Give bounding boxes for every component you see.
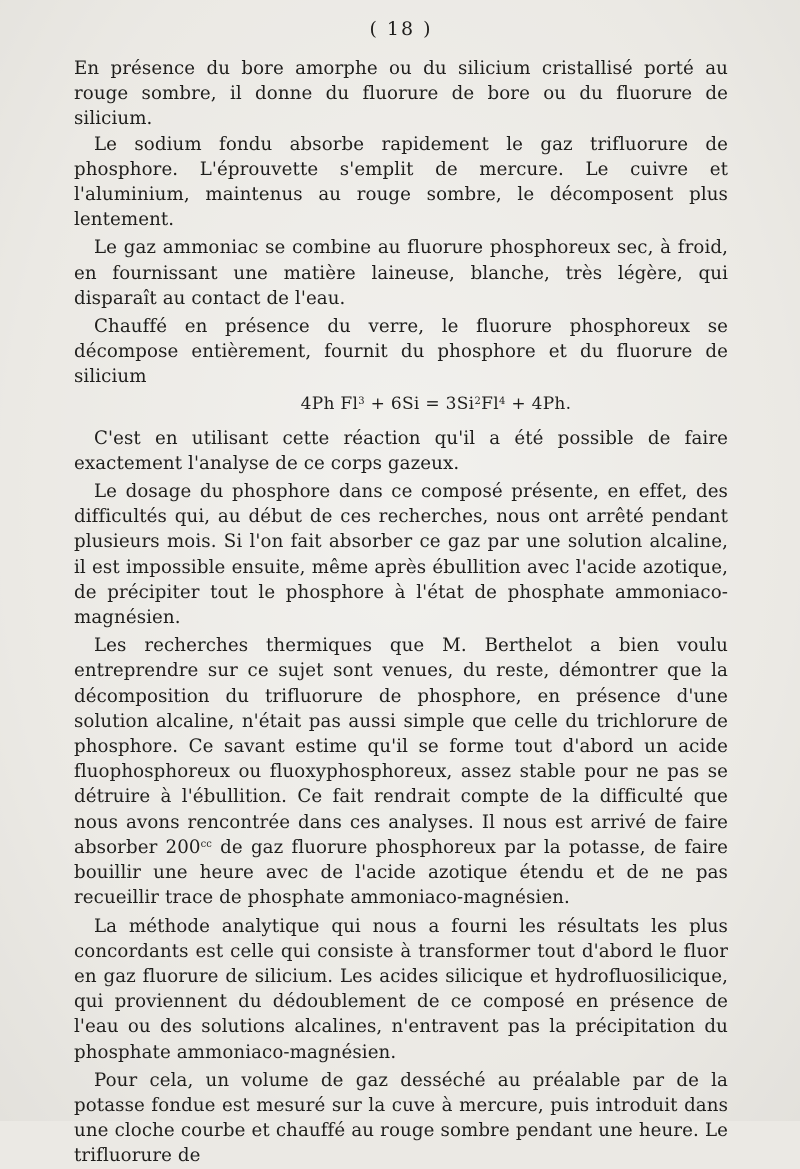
paragraph-2: Le sodium fondu absorbe rapidement le gaz trifluorure de phosphore. L'éprouvette s'emplit de mercure. Le cuivre et l'aluminium, maintenus au rouge sombre, le décomposent plus lentement. (74, 133, 728, 231)
equation-subscript: 4 (498, 395, 506, 407)
equation-term: + 6Si = 3Si (364, 393, 475, 414)
paragraph-7 (74, 633, 728, 910)
paragraph-7-text-a: Les recherches thermiques que M. Berthelot a bien voulu entreprendre sur ce sujet sont venues, du reste, démontrer que la décomposition du trifluorure de phosphore, en présence d'une solution alcaline, n'était pas aussi simple que celle du trichlorure de phosphore. Ce savant estime qu'il se forme tout d'abord un acide fluophosphoreux ou fluoxyphosphoreux, assez stable pour ne pas se détruire à l'ébullition. Ce fait rendrait compte de la difficulté que nous avons rencontrée dans ces analyses. Il nous est arrivé de faire absorber 200 (74, 635, 728, 858)
paragraph-9: Pour cela, un volume de gaz desséché au préalable par de la potasse fondue est mesuré sur la cuve à mercure, puis introduit dans une cloche courbe et chauffé au rouge sombre pendant une heure. Le trifluorure de (74, 1069, 728, 1167)
paragraph-7-text-b: de gaz fluorure phosphoreux par la potasse, de faire bouillir une heure avec de l'acide azotique étendu et de ne pas recueillir trace de phosphate ammoniaco-magnésien. (74, 836, 728, 909)
equation-term: Fl (481, 393, 499, 414)
page-number: ( 18 ) (369, 18, 433, 40)
equation-subscript: 3 (358, 395, 365, 407)
equation-term: 4Ph Fl (300, 393, 359, 414)
unit-superscript: cc (200, 838, 212, 850)
paragraph-4: Chauffé en présence du verre, le fluorure phosphoreux se décompose entièrement, fournit du phosphore et du fluorure de silicium (74, 316, 728, 388)
paragraph-5: C'est en utilisant cette réaction qu'il a été possible de faire exactement l'analyse de ce corps gazeux. (74, 427, 728, 474)
equation-term: + 4Ph. (505, 393, 572, 414)
paragraph-1: En présence du bore amorphe ou du silicium cristallisé porté au rouge sombre, il donne du fluorure de bore ou du fluorure de silicium. (74, 58, 728, 130)
paragraph-6: Le dosage du phosphore dans ce composé présente, en effet, des difficultés qui, au début de ces recherches, nous ont arrêté pendant plusieurs mois. Si l'on fait absorber ce gaz par une solution alcaline, il est impossible ensuite, même après ébullition avec l'acide azotique, de précipiter tout le phosphore à l'état de phosphate ammoniaco-magnésien. (74, 481, 728, 629)
paragraph-8: La méthode analytique qui nous a fourni les résultats les plus concordants est celle qui consiste à transformer tout d'abord le fluor en gaz fluorure de silicium. Les acides silicique et hydrofluosilicique, qui proviennent du dédoublement de ce composé en présence de l'eau ou des solutions alcalines, n'entravent pas la précipitation du phosphate ammoniaco-magnésien. (74, 915, 728, 1063)
equation-subscript: 2 (474, 395, 482, 407)
paragraph-3: Le gaz ammoniac se combine au fluorure phosphoreux sec, à froid, en fournissant une matière laineuse, blanche, très légère, qui disparaît au contact de l'eau. (74, 237, 728, 309)
chemical-equation (74, 392, 728, 416)
